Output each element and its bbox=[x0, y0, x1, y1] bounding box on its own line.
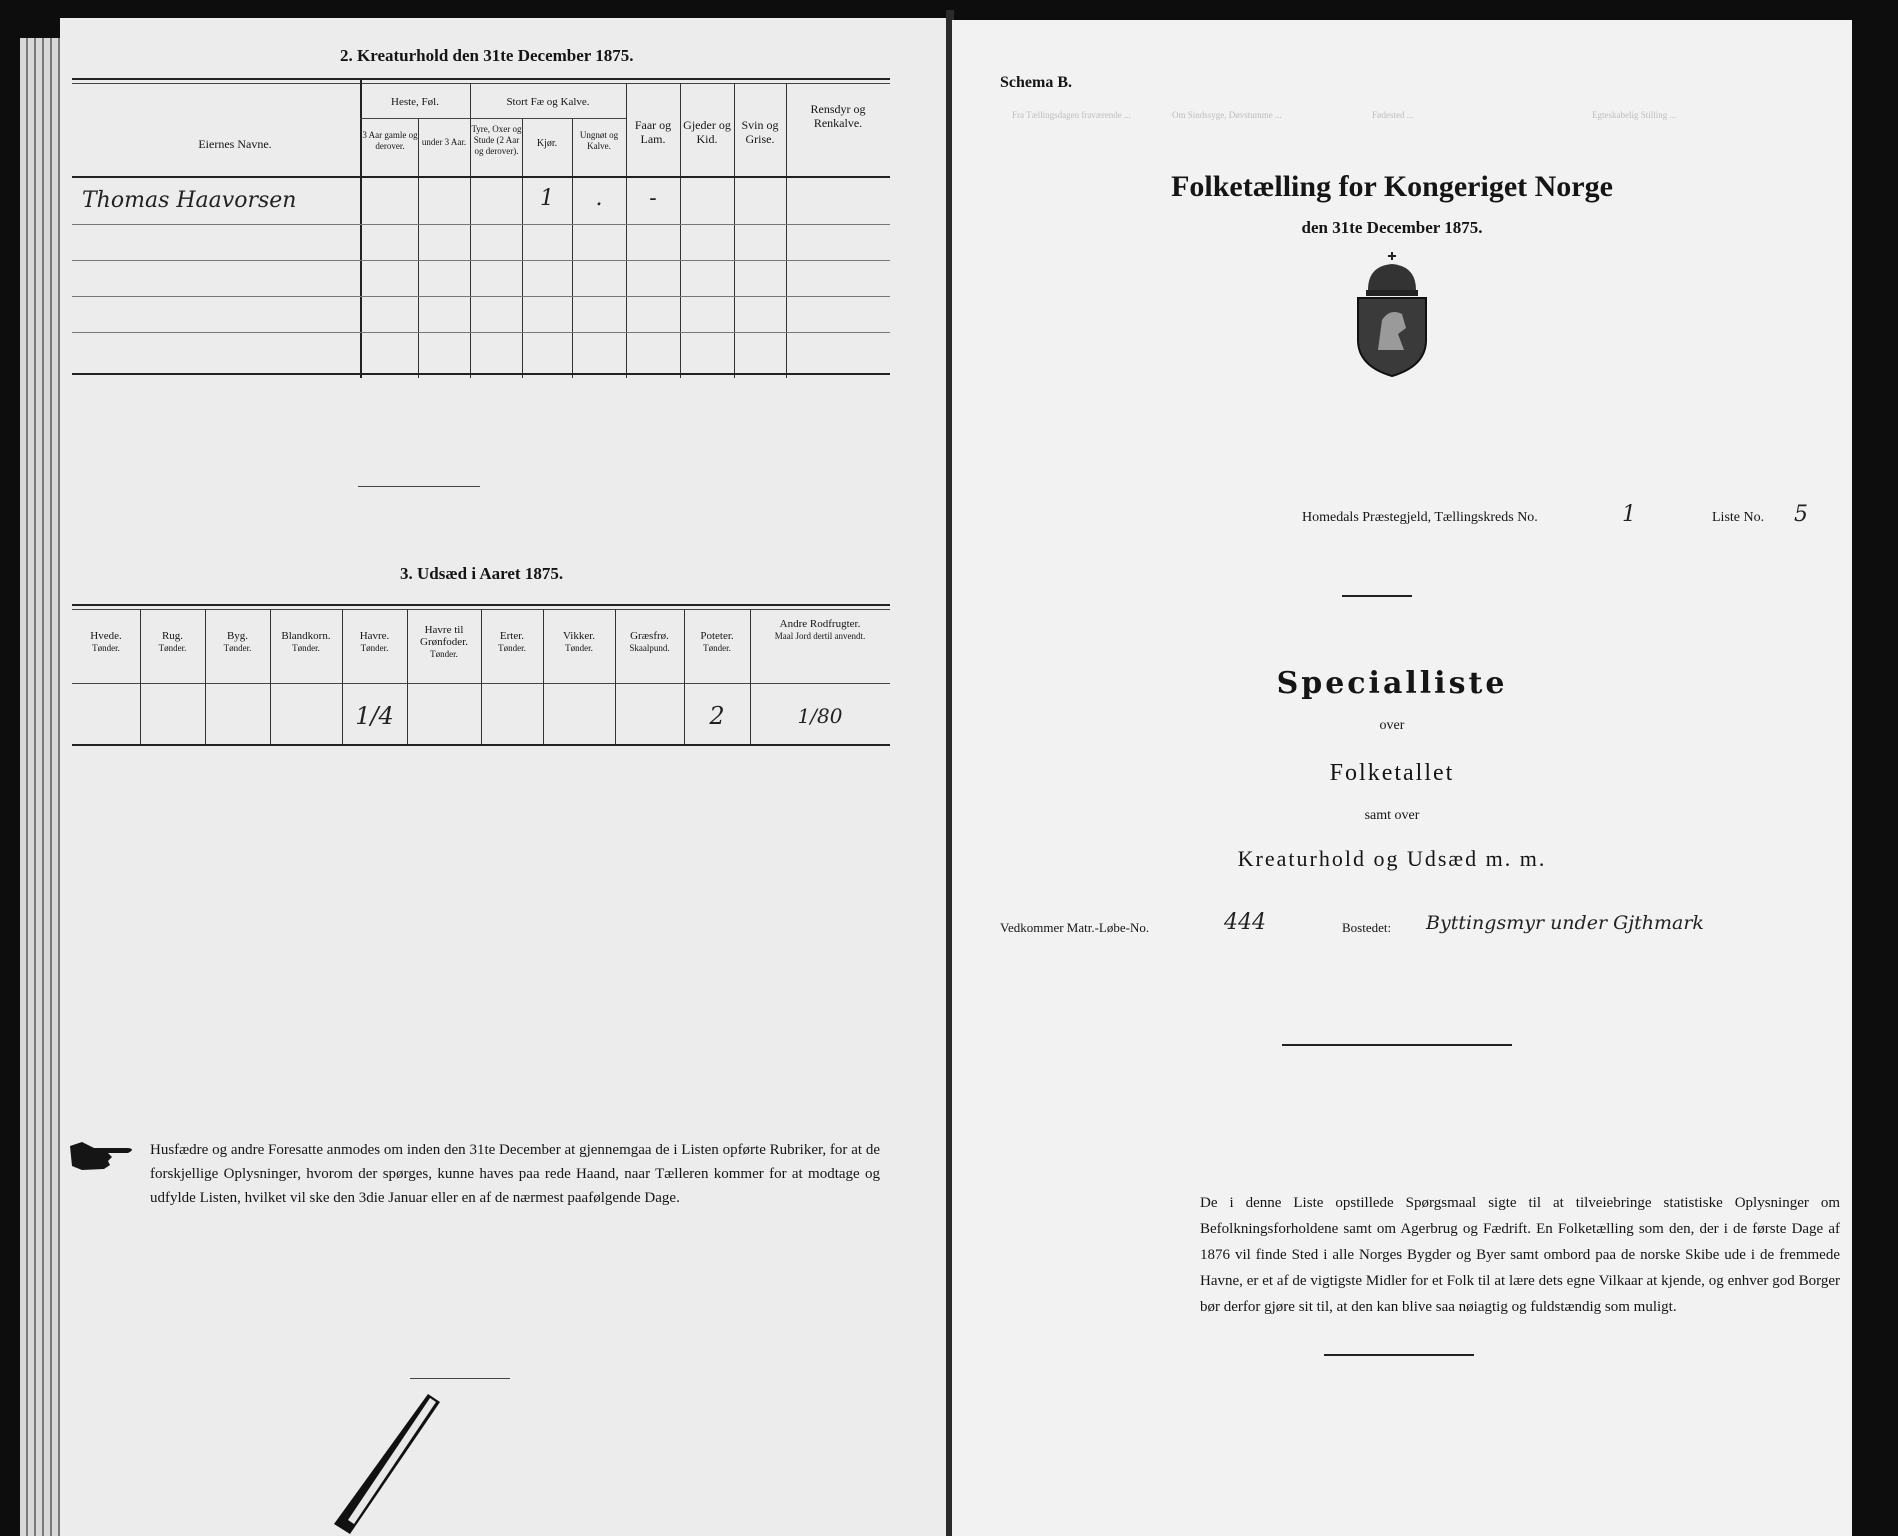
schema-label: Schema B. bbox=[1000, 74, 1072, 91]
livestock-owner-name: Thomas Haavorsen bbox=[82, 188, 297, 213]
bostedet-value: Byttingsmyr under Gjthmark bbox=[1426, 912, 1704, 934]
livestock-ungnot-value: . bbox=[595, 186, 603, 211]
crop-erter: Erter. Tønder. bbox=[498, 630, 526, 653]
matr-label: Vedkommer Matr.-Løbe-No. bbox=[1000, 920, 1150, 935]
crop-blandkorn: Blandkorn. Tønder. bbox=[281, 630, 331, 653]
folketallet-label: Folketallet bbox=[1329, 760, 1455, 786]
matr-value: 444 bbox=[1224, 910, 1266, 935]
page-edges bbox=[20, 38, 64, 1536]
header-tyre: Tyre, Oxer og Stude (2 Aar og derover). bbox=[471, 124, 522, 156]
header-kjor: Kjør. bbox=[536, 138, 558, 149]
section2-title: 2. Kreaturhold den 31te December 1875. bbox=[340, 46, 634, 65]
crop-havre-value: 1/4 bbox=[355, 702, 394, 730]
kreaturhold-label: Kreaturhold og Udsæd m. m. bbox=[1237, 846, 1547, 871]
livestock-table-top bbox=[72, 78, 890, 80]
header-svin: Svin og Grise. bbox=[741, 118, 779, 146]
header-heste: Heste, Føl. bbox=[391, 96, 439, 108]
liste-value: 5 bbox=[1794, 502, 1808, 527]
samt-over-label: samt over bbox=[1364, 808, 1420, 823]
header-ungnot: Ungnøt og Kalve. bbox=[579, 130, 619, 151]
left-page bbox=[60, 18, 950, 1536]
crop-poteter-value: 2 bbox=[709, 702, 725, 730]
header-rensdyr: Rensdyr og Renkalve. bbox=[810, 102, 866, 130]
pointing-hand-icon bbox=[68, 1136, 140, 1176]
parish-label: Homedals Præstegjeld, bbox=[1302, 510, 1432, 525]
livestock-kjor-value: 1 bbox=[540, 186, 554, 211]
crop-byg: Byg. Tønder. bbox=[223, 630, 252, 653]
header-heste-3aar: 3 Aar gamle og derover. bbox=[362, 130, 418, 151]
right-page: Schema B. Fra Tællingsdagen fraværende ... Om Sindssyge, Døvstumme ... Fødested ... Egteskabelig Stilling ... Folketælling for Kongeriget Norge den 31te December 1875. Homedals Præstegjeld, Tællingskreds No. 1 Liste No. 5 Specialliste over Folketallet samt over Kreaturhold og Udsæd m. m. Vedkommer Matr.-Løbe-No. 444 Bostedet: Byttingsmyr under Gjthmark De i denne Liste opstillede Spørgsmaal sigte til at tilveiebringe statistiske Oplysninger om Befolkningsforholdene samt om Agerbrug og Fædrift. En Folketælling som den, der i de første Dage af 1876 vil finde Sted i alle Norges Bygder og Byer samt ombord paa de norske Skibe ude i de fremmede Havne, er et af de vigtigste Midler for et Folk til at lære dets egne Vilkaar at kjende, og enhver god Borger bør derfor gjøre sit til, at den kan blive saa nøiagtig og fuldstændig som muligt. bbox=[952, 20, 1852, 1536]
census-title: Folketælling for Kongeriget Norge bbox=[1171, 170, 1613, 203]
header-faar: Faar og Lam. bbox=[634, 118, 672, 146]
crop-andre-value: 1/80 bbox=[797, 704, 843, 728]
pen-image bbox=[310, 1388, 450, 1536]
header-gjeder: Gjeder og Kid. bbox=[683, 118, 731, 146]
kreds-label: Tællingskreds No. bbox=[1434, 510, 1538, 525]
crop-table-top bbox=[72, 604, 890, 606]
header-eiernes-navne: Eiernes Navne. bbox=[198, 137, 272, 151]
notice-text: Husfædre og andre Foresatte anmodes om inden den 31te December at gjennemgaa de i Listen opførte Rubriker, for at de forskjellige Oplysninger, hvorom der spørges, kunne haves paa rede Haand, naar Tælleren kommer for at modtage og udfylde Listen, hvilket vil ske den 3die Januar eller en af de nærmest paafølgende Dage. bbox=[150, 1142, 880, 1206]
crop-havre-gronfoder: Havre til Grønfoder. Tønder. bbox=[420, 624, 468, 659]
crop-vikker: Vikker. Tønder. bbox=[562, 630, 596, 653]
header-stortfae: Stort Fæ og Kalve. bbox=[506, 96, 590, 108]
header-heste-under3: under 3 Aar. bbox=[421, 137, 467, 147]
crop-poteter: Poteter. Tønder. bbox=[700, 630, 734, 653]
bottom-explanation: De i denne Liste opstillede Spørgsmaal sigte til at tilveiebringe statistiske Oplysninger om Befolkningsforholdene samt om Agerbrug og Fædrift. En Folketælling som den, der i de første Dage af 1876 vil finde Sted i alle Norges Bygder og Byer samt ombord paa de norske Skibe ude i de fremmede Havne, er et af de vigtigste Midler for et Folk til at lære dets egne Vilkaar at kjende, og enhver god Borger bør derfor gjøre sit til, at den kan blive saa nøiagtig og fuldstændig som muligt. bbox=[1200, 1195, 1840, 1315]
census-date: den 31te December 1875. bbox=[1301, 218, 1483, 237]
kreds-value: 1 bbox=[1622, 502, 1636, 527]
crop-graesfro: Græsfrø. Skaalpund. bbox=[629, 630, 670, 653]
crop-andre-rodfrugter: Andre Rodfrugter. Maal Jord dertil anvendt. bbox=[774, 618, 866, 641]
crop-hvede: Hvede. Tønder. bbox=[90, 630, 122, 653]
livestock-faar-value: - bbox=[649, 186, 657, 211]
crop-rug: Rug. Tønder. bbox=[158, 630, 187, 653]
coat-of-arms-icon bbox=[1342, 250, 1442, 380]
divider bbox=[358, 486, 480, 487]
specialliste-title: Specialliste bbox=[1276, 666, 1508, 701]
liste-label: Liste No. bbox=[1712, 510, 1765, 525]
over-label: over bbox=[1379, 718, 1405, 733]
bostedet-label: Bostedet: bbox=[1342, 920, 1392, 935]
crop-havre: Havre. Tønder. bbox=[359, 630, 390, 653]
section3-title: 3. Udsæd i Aaret 1875. bbox=[400, 564, 564, 583]
